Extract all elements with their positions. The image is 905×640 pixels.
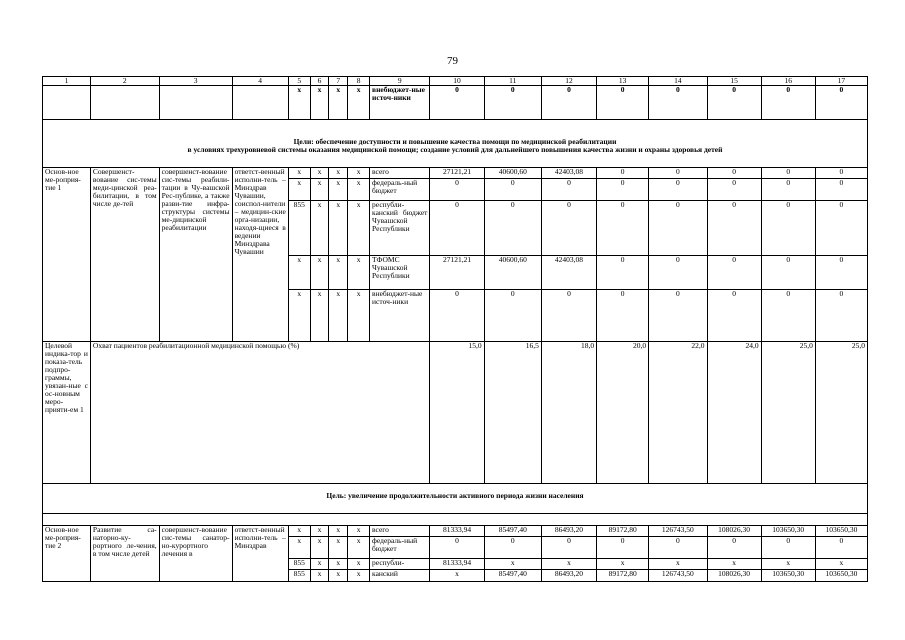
code-cell: x <box>310 201 329 256</box>
value-cell: 0 <box>707 290 761 342</box>
value-cell: 0 <box>484 86 541 120</box>
value-cell: 24,0 <box>707 342 761 484</box>
value-cell: 89172,80 <box>597 570 649 582</box>
value-cell: 89172,80 <box>597 526 649 537</box>
code-cell: x <box>310 537 329 559</box>
measure-name: Основ-ное ме-роприя-тие 1 <box>43 168 91 342</box>
value-cell: 0 <box>430 537 484 559</box>
measure-goal: совершенст-вование сис-темы санатор-но-курортного лечения в <box>159 526 232 582</box>
value-cell: 0 <box>649 168 707 179</box>
value-cell: 0 <box>761 201 815 256</box>
code-cell: x <box>329 201 348 256</box>
spacer-row <box>43 514 868 526</box>
goal-heading <box>43 120 868 168</box>
goal-heading: Цель: увеличение продолжительности активного периода жизни населения <box>43 484 868 514</box>
funding-source: республи- <box>370 559 430 570</box>
value-cell: 0 <box>649 86 707 120</box>
value-cell: 0 <box>541 201 596 256</box>
column-number: 12 <box>541 77 596 86</box>
column-number: 2 <box>90 77 159 86</box>
responsible: ответст-венный исполни-тель – Минздрав <box>232 526 288 582</box>
value-cell: 0 <box>597 537 649 559</box>
funding-source: внебюджет-ные источ-ники <box>370 290 430 342</box>
value-cell: x <box>430 570 484 582</box>
value-cell: 0 <box>761 537 815 559</box>
code-cell: x <box>329 168 348 179</box>
code-cell: x <box>310 570 329 582</box>
code-cell: x <box>348 526 370 537</box>
code-cell: x <box>348 256 370 290</box>
value-cell: 103650,30 <box>815 526 867 537</box>
table-row <box>43 168 868 179</box>
column-number: 15 <box>707 77 761 86</box>
value-cell: 0 <box>815 537 867 559</box>
value-cell: 0 <box>649 290 707 342</box>
code-cell: x <box>329 290 348 342</box>
value-cell: 0 <box>815 256 867 290</box>
funding-source: всего <box>370 168 430 179</box>
code-cell: x <box>348 179 370 201</box>
value-cell: x <box>761 559 815 570</box>
code-cell: x <box>329 256 348 290</box>
column-number: 10 <box>430 77 484 86</box>
value-cell: 126743,50 <box>649 570 707 582</box>
funding-source: федераль-ный бюджет <box>370 537 430 559</box>
code-cell: x <box>310 256 329 290</box>
goal-line: в условиях трехуровневой системы оказания медицинской помощи; создание условий для дальнейшего повышения качества жизни и охраны здоровья детей <box>187 145 723 154</box>
funding-source: внебюджет-ные источ-ники <box>370 86 430 120</box>
value-cell: 0 <box>707 256 761 290</box>
column-number: 1 <box>43 77 91 86</box>
funding-source: всего <box>370 526 430 537</box>
value-cell: 0 <box>597 256 649 290</box>
column-number: 7 <box>329 77 348 86</box>
code-cell: 855 <box>288 570 310 582</box>
value-cell: 0 <box>541 290 596 342</box>
table-row <box>43 526 868 537</box>
value-cell: x <box>707 559 761 570</box>
value-cell: 0 <box>815 179 867 201</box>
value-cell: 20,0 <box>597 342 649 484</box>
value-cell: 0 <box>761 86 815 120</box>
value-cell: 0 <box>597 86 649 120</box>
goal-row <box>43 120 868 168</box>
funding-source: канский <box>370 570 430 582</box>
value-cell: 103650,30 <box>815 570 867 582</box>
value-cell: 103650,30 <box>761 526 815 537</box>
value-cell: 27121,21 <box>430 168 484 179</box>
code-cell: x <box>288 290 310 342</box>
code-cell: x <box>329 179 348 201</box>
value-cell: 0 <box>649 179 707 201</box>
indicator-row <box>43 342 868 484</box>
code-cell: x <box>329 86 348 120</box>
value-cell: 81333,94 <box>430 526 484 537</box>
column-number: 14 <box>649 77 707 86</box>
column-number: 8 <box>348 77 370 86</box>
code-cell: x <box>329 570 348 582</box>
value-cell: 85497,40 <box>484 526 541 537</box>
value-cell: 0 <box>707 537 761 559</box>
value-cell: 18,0 <box>541 342 596 484</box>
code-cell: x <box>288 537 310 559</box>
code-cell: x <box>348 537 370 559</box>
value-cell: 0 <box>484 179 541 201</box>
measure-title: Развитие са-наторно-ку-рортного ле-чения, в том числе детей <box>90 526 159 582</box>
code-cell: x <box>288 256 310 290</box>
code-cell: x <box>288 526 310 537</box>
value-cell: 16,5 <box>484 342 541 484</box>
measure-title: Совершенст-вование сис-темы меди-цинской реа-билитации, в том числе де-тей <box>90 168 159 342</box>
empty-cell <box>232 86 288 120</box>
value-cell: x <box>815 559 867 570</box>
value-cell: 40600,60 <box>484 168 541 179</box>
measure-goal: совершенст-вование сис-темы реабили-тации в Чу-вашской Рес-публике, а также разви-тие инфра-структуры системы ме-дицинской реабилитации <box>159 168 232 342</box>
value-cell: 0 <box>430 201 484 256</box>
column-number: 9 <box>370 77 430 86</box>
value-cell: 0 <box>541 86 596 120</box>
indicator-label: Целевой индика-тор и показа-тель подпро-граммы, увязан-ные с ос-новным меро-прияти-ем 1 <box>43 342 91 484</box>
value-cell: 86493,20 <box>541 526 596 537</box>
code-cell: x <box>310 559 329 570</box>
value-cell: x <box>541 559 596 570</box>
code-cell: x <box>348 290 370 342</box>
value-cell: 126743,50 <box>649 526 707 537</box>
value-cell: 0 <box>597 179 649 201</box>
value-cell: 0 <box>649 256 707 290</box>
code-cell: x <box>348 559 370 570</box>
empty-cell <box>159 86 232 120</box>
column-number: 3 <box>159 77 232 86</box>
indicator-text: Охват пациентов реабилитационной медицинской помощью (%) <box>90 342 430 484</box>
value-cell: 0 <box>649 201 707 256</box>
code-cell: x <box>310 86 329 120</box>
value-cell: 0 <box>761 256 815 290</box>
funding-source: федераль-ный бюджет <box>370 179 430 201</box>
column-number: 16 <box>761 77 815 86</box>
spacer-cell <box>43 514 868 526</box>
code-cell: x <box>310 179 329 201</box>
code-cell: x <box>348 201 370 256</box>
value-cell: 0 <box>707 179 761 201</box>
funding-source: республи-канский бюджет Чувашской Республики <box>370 201 430 256</box>
value-cell: 0 <box>761 168 815 179</box>
value-cell: 0 <box>430 179 484 201</box>
value-cell: 0 <box>815 201 867 256</box>
value-cell: 0 <box>484 537 541 559</box>
program-table <box>42 76 868 582</box>
value-cell: 0 <box>707 201 761 256</box>
code-cell: x <box>329 526 348 537</box>
code-cell: x <box>329 559 348 570</box>
code-cell: x <box>310 290 329 342</box>
value-cell: 0 <box>597 168 649 179</box>
value-cell: 85497,40 <box>484 570 541 582</box>
value-cell: 81333,94 <box>430 559 484 570</box>
value-cell: 0 <box>815 290 867 342</box>
funding-source: ТФОМС Чувашской Республики <box>370 256 430 290</box>
code-cell: x <box>310 526 329 537</box>
value-cell: x <box>649 559 707 570</box>
value-cell: 103650,30 <box>761 570 815 582</box>
value-cell: 25,0 <box>815 342 867 484</box>
empty-cell <box>43 86 91 120</box>
code-cell: x <box>348 86 370 120</box>
code-cell: x <box>288 179 310 201</box>
value-cell: 0 <box>484 290 541 342</box>
value-cell: 27121,21 <box>430 256 484 290</box>
value-cell: 0 <box>815 168 867 179</box>
measure-name: Основ-ное ме-роприя-тие 2 <box>43 526 91 582</box>
value-cell: 0 <box>649 537 707 559</box>
value-cell: 0 <box>815 86 867 120</box>
empty-cell <box>90 86 159 120</box>
value-cell: 42403,08 <box>541 256 596 290</box>
responsible: ответст-венный исполни-тель – Минздрав Чувашии, соиспол-нители – медицин-ские орга-низации, находя-щиеся в ведении Минздрава Чувашии <box>232 168 288 342</box>
value-cell: 0 <box>484 201 541 256</box>
code-cell: 855 <box>288 559 310 570</box>
value-cell: x <box>597 559 649 570</box>
column-number: 11 <box>484 77 541 86</box>
page-number: 79 <box>447 55 458 67</box>
value-cell: 42403,08 <box>541 168 596 179</box>
value-cell: 0 <box>707 168 761 179</box>
value-cell: 0 <box>430 86 484 120</box>
value-cell: 15,0 <box>430 342 484 484</box>
value-cell: 108026,30 <box>707 570 761 582</box>
code-cell: x <box>288 86 310 120</box>
value-cell: x <box>484 559 541 570</box>
code-cell: x <box>310 168 329 179</box>
value-cell: 25,0 <box>761 342 815 484</box>
value-cell: 0 <box>541 179 596 201</box>
value-cell: 40600,60 <box>484 256 541 290</box>
value-cell: 0 <box>541 537 596 559</box>
column-number: 4 <box>232 77 288 86</box>
code-cell: x <box>348 168 370 179</box>
table-row <box>43 86 868 120</box>
column-number: 5 <box>288 77 310 86</box>
column-number: 13 <box>597 77 649 86</box>
value-cell: 108026,30 <box>707 526 761 537</box>
code-cell: x <box>329 537 348 559</box>
goal-row <box>43 484 868 514</box>
value-cell: 0 <box>761 179 815 201</box>
value-cell: 0 <box>597 290 649 342</box>
value-cell: 0 <box>597 201 649 256</box>
value-cell: 22,0 <box>649 342 707 484</box>
column-number: 17 <box>815 77 867 86</box>
value-cell: 0 <box>761 290 815 342</box>
value-cell: 86493,20 <box>541 570 596 582</box>
code-cell: x <box>348 570 370 582</box>
code-cell: 855 <box>288 201 310 256</box>
value-cell: 0 <box>430 290 484 342</box>
goal-line: Цели: обеспечение доступности и повышение качества помощи по медицинской реабилитации <box>293 137 617 146</box>
code-cell: x <box>288 168 310 179</box>
column-number: 6 <box>310 77 329 86</box>
value-cell: 0 <box>707 86 761 120</box>
